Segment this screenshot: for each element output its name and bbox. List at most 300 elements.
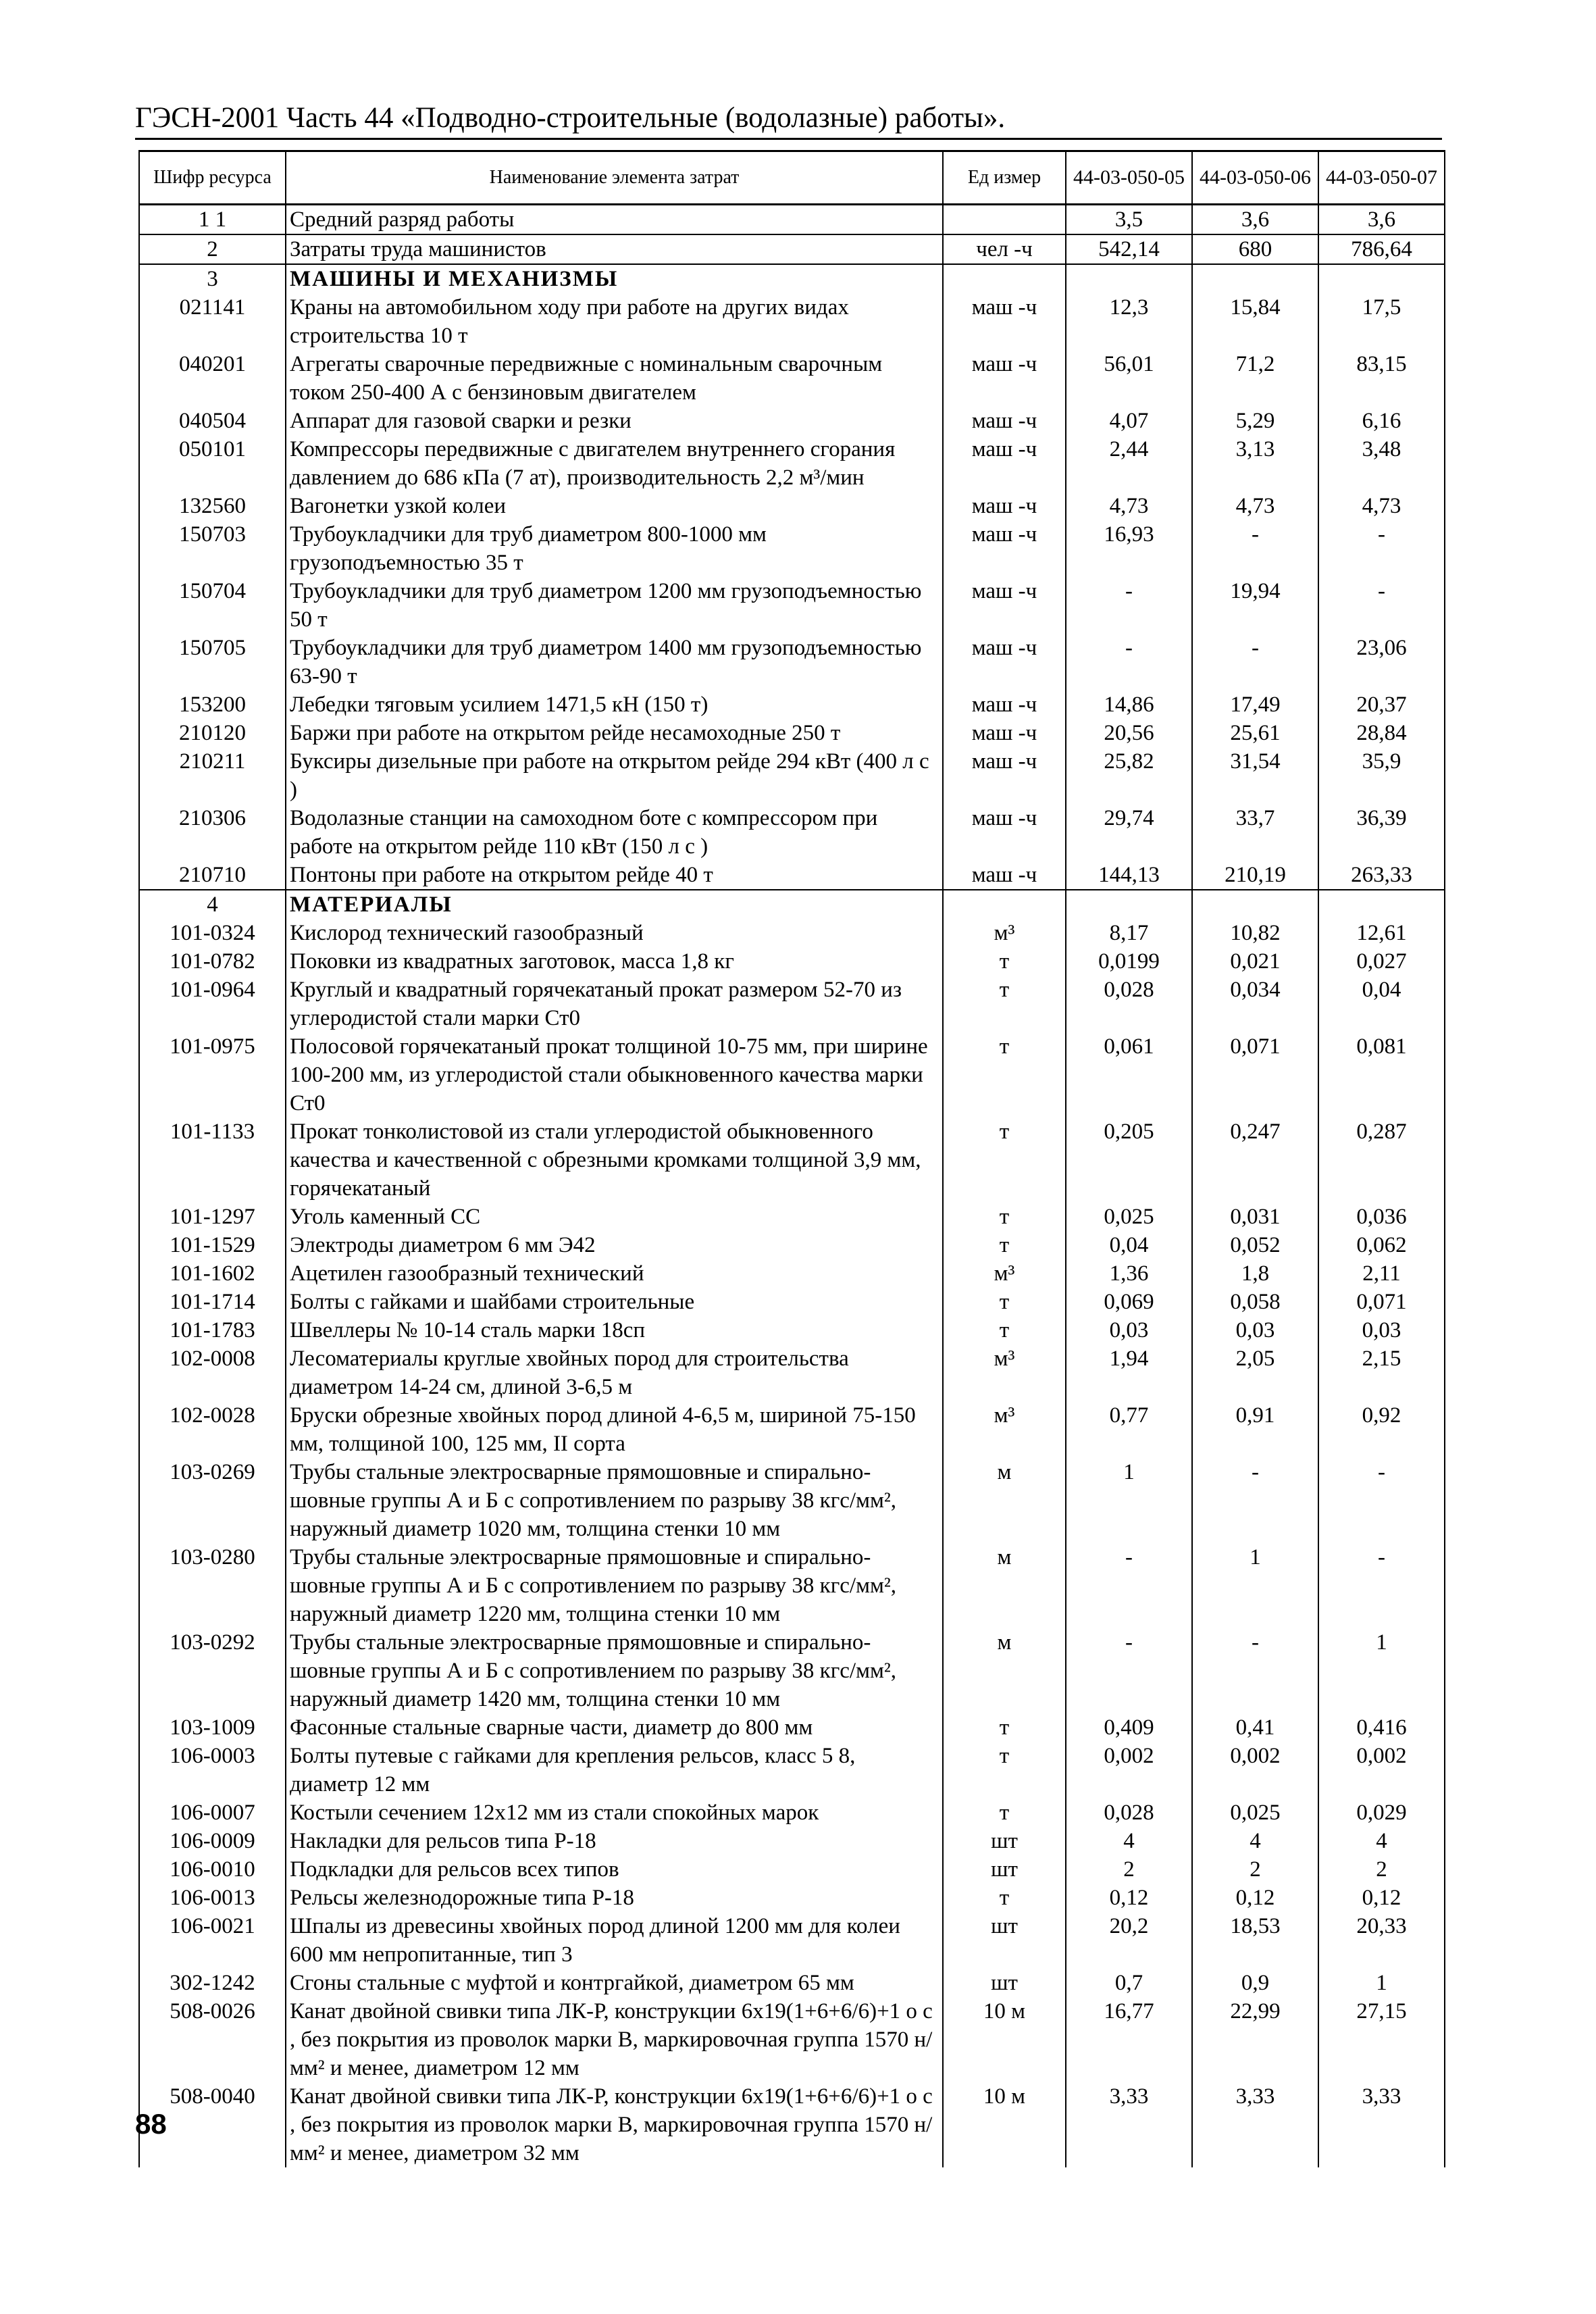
- row-name: Трубы стальные электросварные прямошовные и спирально-шовные группы А и Б с сопротивлением по разрыву 38 кгс/мм², наружный диаметр 1420 мм, толщина стенки 10 мм: [286, 1628, 943, 1713]
- row-unit: маш -ч: [943, 634, 1066, 690]
- row-unit: т: [943, 1799, 1066, 1827]
- row-value-05: 4: [1066, 1827, 1192, 1855]
- row-value-06: 0,052: [1192, 1231, 1318, 1259]
- table-row: [139, 577, 1445, 634]
- row-value-05: 2,44: [1066, 435, 1192, 492]
- row-unit: т: [943, 1742, 1066, 1799]
- table-row: [139, 1458, 1445, 1543]
- row-value-07: 0,002: [1318, 1742, 1445, 1799]
- table-row: [139, 1742, 1445, 1799]
- row-code: 103-0280: [139, 1543, 286, 1628]
- row-value-07: 786,64: [1318, 234, 1445, 264]
- row-value-05: 4,73: [1066, 492, 1192, 520]
- row-unit: [943, 205, 1066, 235]
- row-name: Лесоматериалы круглые хвойных пород для строительства диаметром 14-24 см, длиной 3-6,5 м: [286, 1344, 943, 1401]
- row-value-06: 0,031: [1192, 1203, 1318, 1231]
- column-header-unit: Ед измер: [943, 151, 1066, 205]
- row-unit: маш -ч: [943, 520, 1066, 577]
- row-value-07: 0,416: [1318, 1713, 1445, 1742]
- row-value-05: 542,14: [1066, 234, 1192, 264]
- row-code: 1 1: [139, 205, 286, 235]
- row-unit: т: [943, 1288, 1066, 1316]
- row-value-05: [1066, 890, 1192, 919]
- row-value-07: 263,33: [1318, 861, 1445, 890]
- table-row: [139, 976, 1445, 1032]
- row-code: 210710: [139, 861, 286, 890]
- row-code: 106-0010: [139, 1855, 286, 1884]
- row-value-07: 3,33: [1318, 2082, 1445, 2167]
- row-name: Фасонные стальные сварные части, диаметр до 800 мм: [286, 1713, 943, 1742]
- row-value-07: 4: [1318, 1827, 1445, 1855]
- row-name: Затраты труда машинистов: [286, 234, 943, 264]
- row-value-06: 2,05: [1192, 1344, 1318, 1401]
- table-row: [139, 719, 1445, 747]
- row-unit: маш -ч: [943, 804, 1066, 861]
- table-row: [139, 1259, 1445, 1288]
- table-row: [139, 435, 1445, 492]
- table-row: [139, 1827, 1445, 1855]
- row-unit: м: [943, 1543, 1066, 1628]
- row-value-05: 0,0199: [1066, 947, 1192, 976]
- row-unit: м³: [943, 919, 1066, 947]
- table-row: [139, 520, 1445, 577]
- row-value-06: 3,33: [1192, 2082, 1318, 2167]
- row-value-05: 12,3: [1066, 293, 1192, 350]
- row-value-05: 0,409: [1066, 1713, 1192, 1742]
- row-value-07: 20,33: [1318, 1912, 1445, 1969]
- row-code: 101-0964: [139, 976, 286, 1032]
- row-name: Рельсы железнодорожные типа Р-18: [286, 1884, 943, 1912]
- row-unit: шт: [943, 1855, 1066, 1884]
- row-value-06: 0,9: [1192, 1969, 1318, 1997]
- row-code: 040201: [139, 350, 286, 407]
- row-name: Трубоукладчики для труб диаметром 1400 мм грузоподъемностью 63-90 т: [286, 634, 943, 690]
- table-header-row: [139, 151, 1445, 205]
- row-unit: маш -ч: [943, 350, 1066, 407]
- row-value-05: 56,01: [1066, 350, 1192, 407]
- row-code: 101-0975: [139, 1032, 286, 1117]
- row-value-06: -: [1192, 520, 1318, 577]
- table-row: [139, 947, 1445, 976]
- row-value-07: 2,11: [1318, 1259, 1445, 1288]
- column-header-name: Наименование элемента затрат: [286, 151, 943, 205]
- row-unit: маш -ч: [943, 577, 1066, 634]
- row-value-06: 2: [1192, 1855, 1318, 1884]
- row-value-06: 15,84: [1192, 293, 1318, 350]
- table-row: [139, 1997, 1445, 2082]
- table-row: [139, 1628, 1445, 1713]
- row-name: Электроды диаметром 6 мм Э42: [286, 1231, 943, 1259]
- row-value-05: 16,93: [1066, 520, 1192, 577]
- row-value-05: 0,028: [1066, 1799, 1192, 1827]
- row-value-05: -: [1066, 1628, 1192, 1713]
- row-value-05: 144,13: [1066, 861, 1192, 890]
- row-value-07: -: [1318, 520, 1445, 577]
- row-value-05: 0,03: [1066, 1316, 1192, 1344]
- table-row: [139, 1401, 1445, 1458]
- row-value-07: 1: [1318, 1969, 1445, 1997]
- section-row: [139, 264, 1445, 293]
- row-unit: м³: [943, 1259, 1066, 1288]
- row-code: 150704: [139, 577, 286, 634]
- row-code: 508-0040: [139, 2082, 286, 2167]
- column-header-code: Шифр ресурса: [139, 151, 286, 205]
- row-name: Поковки из квадратных заготовок, масса 1,8 кг: [286, 947, 943, 976]
- row-name: Полосовой горячекатаный прокат толщиной 10-75 мм, при ширине 100-200 мм, из углеродистой стали обыкновенного качества марки Ст0: [286, 1032, 943, 1117]
- row-code: 102-0008: [139, 1344, 286, 1401]
- row-value-06: -: [1192, 1628, 1318, 1713]
- header-rule: [135, 138, 1442, 140]
- row-value-05: [1066, 264, 1192, 293]
- row-value-05: 1: [1066, 1458, 1192, 1543]
- row-value-05: 0,061: [1066, 1032, 1192, 1117]
- row-name: Трубоукладчики для труб диаметром 800-1000 мм грузоподъемностью 35 т: [286, 520, 943, 577]
- table-row: [139, 1713, 1445, 1742]
- row-code: 103-1009: [139, 1713, 286, 1742]
- row-code: 153200: [139, 690, 286, 719]
- row-value-06: 4,73: [1192, 492, 1318, 520]
- row-name: Подкладки для рельсов всех типов: [286, 1855, 943, 1884]
- row-value-05: 0,7: [1066, 1969, 1192, 1997]
- row-unit: маш -ч: [943, 293, 1066, 350]
- row-value-06: 0,002: [1192, 1742, 1318, 1799]
- table-row: [139, 205, 1445, 235]
- row-name: Компрессоры передвижные с двигателем внутреннего сгорания давлением до 686 кПа (7 ат), производительность 2,2 м³/мин: [286, 435, 943, 492]
- row-value-06: 0,025: [1192, 1799, 1318, 1827]
- table-row: [139, 2082, 1445, 2167]
- row-value-05: 0,12: [1066, 1884, 1192, 1912]
- row-value-06: 0,03: [1192, 1316, 1318, 1344]
- row-value-05: 20,2: [1066, 1912, 1192, 1969]
- row-unit: [943, 890, 1066, 919]
- row-value-07: 2: [1318, 1855, 1445, 1884]
- row-name: Вагонетки узкой колеи: [286, 492, 943, 520]
- row-value-07: 2,15: [1318, 1344, 1445, 1401]
- row-name: Трубоукладчики для труб диаметром 1200 мм грузоподъемностью 50 т: [286, 577, 943, 634]
- row-value-05: 2: [1066, 1855, 1192, 1884]
- row-code: 2: [139, 234, 286, 264]
- row-unit: т: [943, 947, 1066, 976]
- row-code: 3: [139, 264, 286, 293]
- row-value-06: 0,034: [1192, 976, 1318, 1032]
- row-value-05: 1,36: [1066, 1259, 1192, 1288]
- row-value-06: 3,13: [1192, 435, 1318, 492]
- row-value-05: 3,33: [1066, 2082, 1192, 2167]
- row-code: 103-0269: [139, 1458, 286, 1543]
- row-value-07: 0,027: [1318, 947, 1445, 976]
- row-value-06: -: [1192, 634, 1318, 690]
- row-value-06: 0,058: [1192, 1288, 1318, 1316]
- table-row: [139, 1543, 1445, 1628]
- row-value-06: 19,94: [1192, 577, 1318, 634]
- row-code: 210120: [139, 719, 286, 747]
- row-value-06: 17,49: [1192, 690, 1318, 719]
- row-code: 021141: [139, 293, 286, 350]
- row-name: Кислород технический газообразный: [286, 919, 943, 947]
- table-row: [139, 1203, 1445, 1231]
- row-code: 040504: [139, 407, 286, 435]
- column-header-norm-06: 44-03-050-06: [1192, 151, 1318, 205]
- row-code: 103-0292: [139, 1628, 286, 1713]
- row-value-07: 0,036: [1318, 1203, 1445, 1231]
- row-name: Канат двойной свивки типа ЛК-Р, конструкции 6х19(1+6+6/6)+1 о с , без покрытия из проволок марки В, маркировочная группа 1570 н/мм² и менее, диаметром 12 мм: [286, 1997, 943, 2082]
- row-code: 101-1297: [139, 1203, 286, 1231]
- row-value-07: 20,37: [1318, 690, 1445, 719]
- row-name: МАТЕРИАЛЫ: [286, 890, 943, 919]
- row-code: 101-0782: [139, 947, 286, 976]
- row-code: 106-0007: [139, 1799, 286, 1827]
- row-value-07: 0,03: [1318, 1316, 1445, 1344]
- row-unit: т: [943, 1316, 1066, 1344]
- row-value-05: 1,94: [1066, 1344, 1192, 1401]
- row-name: Баржи при работе на открытом рейде несамоходные 250 т: [286, 719, 943, 747]
- row-name: Краны на автомобильном ходу при работе на других видах строительства 10 т: [286, 293, 943, 350]
- row-unit: [943, 264, 1066, 293]
- row-name: Буксиры дизельные при работе на открытом рейде 294 кВт (400 л с ): [286, 747, 943, 804]
- row-name: Накладки для рельсов типа Р-18: [286, 1827, 943, 1855]
- row-value-06: 18,53: [1192, 1912, 1318, 1969]
- row-value-07: [1318, 890, 1445, 919]
- row-name: Круглый и квадратный горячекатаный прокат размером 52-70 из углеродистой стали марки Ст0: [286, 976, 943, 1032]
- row-value-06: 3,6: [1192, 205, 1318, 235]
- row-code: 050101: [139, 435, 286, 492]
- row-name: Костыли сечением 12х12 мм из стали спокойных марок: [286, 1799, 943, 1827]
- table-row: [139, 1912, 1445, 1969]
- row-name: Бруски обрезные хвойных пород длиной 4-6,5 м, шириной 75-150 мм, толщиной 100, 125 мм, II сорта: [286, 1401, 943, 1458]
- row-value-06: 22,99: [1192, 1997, 1318, 2082]
- row-value-05: 25,82: [1066, 747, 1192, 804]
- resource-table: [138, 150, 1445, 2167]
- row-value-05: 14,86: [1066, 690, 1192, 719]
- row-code: 101-1133: [139, 1117, 286, 1203]
- table-row: [139, 1117, 1445, 1203]
- row-value-06: 0,12: [1192, 1884, 1318, 1912]
- row-unit: т: [943, 1203, 1066, 1231]
- row-value-06: 0,247: [1192, 1117, 1318, 1203]
- column-header-norm-07: 44-03-050-07: [1318, 151, 1445, 205]
- row-value-07: 27,15: [1318, 1997, 1445, 2082]
- row-value-05: 20,56: [1066, 719, 1192, 747]
- row-unit: шт: [943, 1827, 1066, 1855]
- table-row: [139, 1032, 1445, 1117]
- row-name: Аппарат для газовой сварки и резки: [286, 407, 943, 435]
- row-unit: шт: [943, 1969, 1066, 1997]
- row-value-06: 680: [1192, 234, 1318, 264]
- row-code: 132560: [139, 492, 286, 520]
- row-value-07: 0,062: [1318, 1231, 1445, 1259]
- row-value-06: 4: [1192, 1827, 1318, 1855]
- row-code: 508-0026: [139, 1997, 286, 2082]
- row-value-07: -: [1318, 1458, 1445, 1543]
- row-code: 102-0028: [139, 1401, 286, 1458]
- row-value-07: 36,39: [1318, 804, 1445, 861]
- table-row: [139, 634, 1445, 690]
- row-code: 210211: [139, 747, 286, 804]
- row-name: Понтоны при работе на открытом рейде 40 т: [286, 861, 943, 890]
- row-value-07: 83,15: [1318, 350, 1445, 407]
- row-code: 302-1242: [139, 1969, 286, 1997]
- row-value-07: 17,5: [1318, 293, 1445, 350]
- row-unit: маш -ч: [943, 435, 1066, 492]
- row-code: 101-1602: [139, 1259, 286, 1288]
- row-code: 106-0003: [139, 1742, 286, 1799]
- row-value-07: -: [1318, 577, 1445, 634]
- row-value-06: [1192, 890, 1318, 919]
- column-header-norm-05: 44-03-050-05: [1066, 151, 1192, 205]
- row-value-07: 4,73: [1318, 492, 1445, 520]
- table-row: [139, 1288, 1445, 1316]
- row-value-05: -: [1066, 577, 1192, 634]
- row-unit: маш -ч: [943, 407, 1066, 435]
- row-name: Трубы стальные электросварные прямошовные и спирально-шовные группы А и Б с сопротивлением по разрыву 38 кгс/мм², наружный диаметр 1020 мм, толщина стенки 10 мм: [286, 1458, 943, 1543]
- row-name: Уголь каменный СС: [286, 1203, 943, 1231]
- row-value-05: 0,069: [1066, 1288, 1192, 1316]
- table-row: [139, 690, 1445, 719]
- row-value-06: 1: [1192, 1543, 1318, 1628]
- row-value-05: -: [1066, 1543, 1192, 1628]
- table-row: [139, 1855, 1445, 1884]
- row-unit: м³: [943, 1344, 1066, 1401]
- table-row: [139, 1884, 1445, 1912]
- row-value-07: 0,92: [1318, 1401, 1445, 1458]
- table-row: [139, 407, 1445, 435]
- row-unit: т: [943, 1231, 1066, 1259]
- row-value-05: -: [1066, 634, 1192, 690]
- row-value-07: 0,12: [1318, 1884, 1445, 1912]
- table-row: [139, 747, 1445, 804]
- row-name: Швеллеры № 10-14 сталь марки 18сп: [286, 1316, 943, 1344]
- row-code: 101-1714: [139, 1288, 286, 1316]
- table-body: [139, 205, 1445, 2168]
- row-value-05: 8,17: [1066, 919, 1192, 947]
- row-unit: маш -ч: [943, 861, 1066, 890]
- row-value-05: 0,77: [1066, 1401, 1192, 1458]
- row-value-06: 0,41: [1192, 1713, 1318, 1742]
- row-value-06: 71,2: [1192, 350, 1318, 407]
- table-row: [139, 1344, 1445, 1401]
- row-value-06: 31,54: [1192, 747, 1318, 804]
- row-name: Сгоны стальные с муфтой и контргайкой, диаметром 65 мм: [286, 1969, 943, 1997]
- row-value-05: 16,77: [1066, 1997, 1192, 2082]
- table-row: [139, 1316, 1445, 1344]
- row-value-07: 0,287: [1318, 1117, 1445, 1203]
- row-code: 106-0013: [139, 1884, 286, 1912]
- row-value-07: 28,84: [1318, 719, 1445, 747]
- table-row: [139, 293, 1445, 350]
- row-value-06: 210,19: [1192, 861, 1318, 890]
- table-row: [139, 1969, 1445, 1997]
- row-code: 210306: [139, 804, 286, 861]
- row-code: 4: [139, 890, 286, 919]
- section-row: [139, 890, 1445, 919]
- row-code: 150705: [139, 634, 286, 690]
- row-unit: маш -ч: [943, 719, 1066, 747]
- row-value-06: 5,29: [1192, 407, 1318, 435]
- row-code: 101-1783: [139, 1316, 286, 1344]
- row-unit: т: [943, 976, 1066, 1032]
- row-value-06: 10,82: [1192, 919, 1318, 947]
- row-value-07: 3,6: [1318, 205, 1445, 235]
- page-number: 88: [135, 2108, 167, 2140]
- table-row: [139, 350, 1445, 407]
- row-name: Болты путевые с гайками для крепления рельсов, класс 5 8, диаметр 12 мм: [286, 1742, 943, 1799]
- row-unit: м³: [943, 1401, 1066, 1458]
- row-value-07: [1318, 264, 1445, 293]
- row-name: Болты с гайками и шайбами строительные: [286, 1288, 943, 1316]
- row-value-07: 0,029: [1318, 1799, 1445, 1827]
- row-name: Лебедки тяговым усилием 1471,5 кН (150 т): [286, 690, 943, 719]
- row-unit: маш -ч: [943, 690, 1066, 719]
- row-unit: 10 м: [943, 1997, 1066, 2082]
- row-value-07: 3,48: [1318, 435, 1445, 492]
- row-unit: чел -ч: [943, 234, 1066, 264]
- row-value-06: 25,61: [1192, 719, 1318, 747]
- row-unit: т: [943, 1117, 1066, 1203]
- table-row: [139, 234, 1445, 264]
- row-name: МАШИНЫ И МЕХАНИЗМЫ: [286, 264, 943, 293]
- row-unit: м: [943, 1628, 1066, 1713]
- row-name: Средний разряд работы: [286, 205, 943, 235]
- row-value-05: 29,74: [1066, 804, 1192, 861]
- table-row: [139, 1231, 1445, 1259]
- row-value-06: 1,8: [1192, 1259, 1318, 1288]
- row-value-05: 4,07: [1066, 407, 1192, 435]
- page-header: ГЭСН-2001 Часть 44 «Подводно-строительные (водолазные) работы».: [135, 102, 1006, 134]
- row-name: Ацетилен газообразный технический: [286, 1259, 943, 1288]
- row-unit: т: [943, 1713, 1066, 1742]
- row-value-07: 12,61: [1318, 919, 1445, 947]
- row-unit: т: [943, 1884, 1066, 1912]
- row-name: Прокат тонколистовой из стали углеродистой обыкновенного качества и качественной с обрезными кромками толщиной 3,9 мм, горячекатаный: [286, 1117, 943, 1203]
- row-value-07: 0,081: [1318, 1032, 1445, 1117]
- row-value-07: -: [1318, 1543, 1445, 1628]
- row-value-07: 6,16: [1318, 407, 1445, 435]
- table-row: [139, 804, 1445, 861]
- table-row: [139, 861, 1445, 890]
- row-value-07: 0,04: [1318, 976, 1445, 1032]
- row-value-06: -: [1192, 1458, 1318, 1543]
- row-code: 101-1529: [139, 1231, 286, 1259]
- row-value-05: 3,5: [1066, 205, 1192, 235]
- row-unit: 10 м: [943, 2082, 1066, 2167]
- table-row: [139, 492, 1445, 520]
- row-code: 101-0324: [139, 919, 286, 947]
- row-unit: маш -ч: [943, 747, 1066, 804]
- row-value-05: 0,025: [1066, 1203, 1192, 1231]
- row-unit: м: [943, 1458, 1066, 1543]
- table-row: [139, 1799, 1445, 1827]
- row-value-07: 0,071: [1318, 1288, 1445, 1316]
- row-name: Водолазные станции на самоходном боте с компрессором при работе на открытом рейде 110 кВт (150 л с ): [286, 804, 943, 861]
- row-code: 150703: [139, 520, 286, 577]
- row-value-06: 0,91: [1192, 1401, 1318, 1458]
- row-value-06: [1192, 264, 1318, 293]
- row-name: Шпалы из древесины хвойных пород длиной 1200 мм для колеи 600 мм непропитанные, тип 3: [286, 1912, 943, 1969]
- row-name: Агрегаты сварочные передвижные с номинальным сварочным током 250-400 А с бензиновым двигателем: [286, 350, 943, 407]
- row-value-07: 1: [1318, 1628, 1445, 1713]
- row-code: 106-0009: [139, 1827, 286, 1855]
- row-value-06: 33,7: [1192, 804, 1318, 861]
- row-value-07: 23,06: [1318, 634, 1445, 690]
- row-value-06: 0,071: [1192, 1032, 1318, 1117]
- table-row: [139, 919, 1445, 947]
- row-unit: шт: [943, 1912, 1066, 1969]
- row-unit: маш -ч: [943, 492, 1066, 520]
- row-code: 106-0021: [139, 1912, 286, 1969]
- row-value-06: 0,021: [1192, 947, 1318, 976]
- row-unit: т: [943, 1032, 1066, 1117]
- row-value-07: 35,9: [1318, 747, 1445, 804]
